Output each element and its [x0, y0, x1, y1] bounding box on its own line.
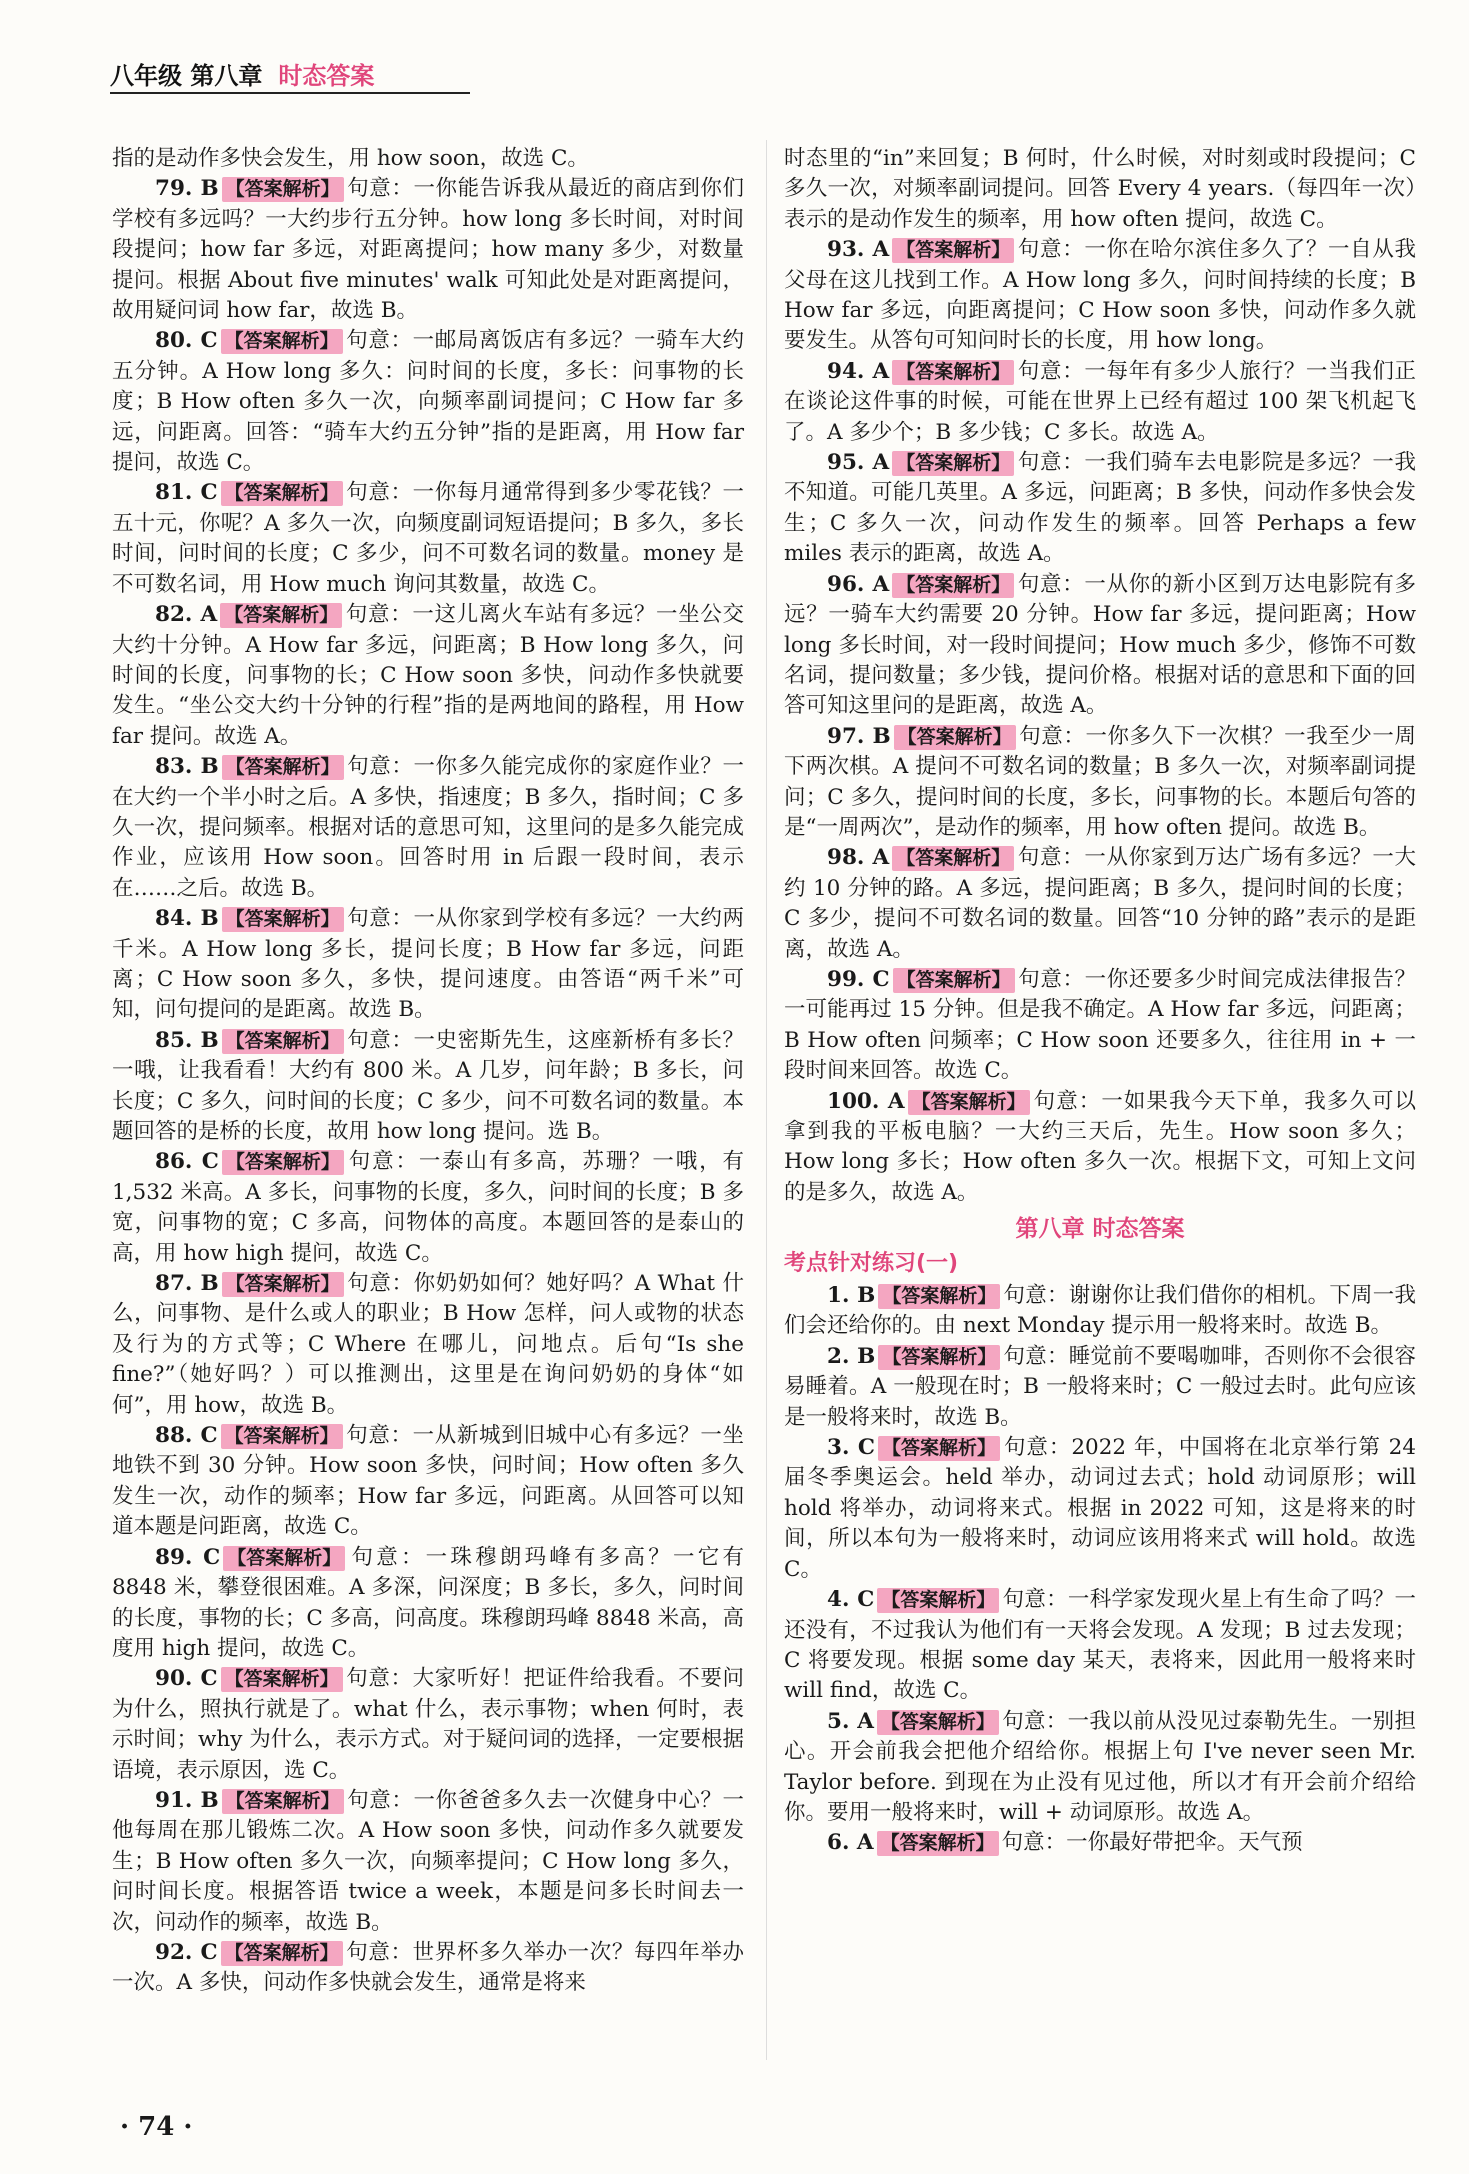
answer-tag: 【答案解析】	[877, 1588, 999, 1613]
answer-number: 94. A	[827, 358, 890, 384]
answer-item	[784, 722, 1416, 844]
answer-item	[784, 1281, 1416, 1342]
answer-item	[784, 1342, 1416, 1433]
header-title: 时态答案	[278, 62, 375, 90]
answer-number: 1. B	[827, 1283, 876, 1309]
answer-tag: 【答案解析】	[892, 846, 1014, 871]
answer-tag: 【答案解析】	[892, 451, 1014, 476]
answer-number: 97. B	[827, 723, 891, 749]
answer-number: 4. C	[827, 1587, 875, 1613]
answer-number: 91. B	[155, 1787, 219, 1813]
answer-item	[784, 1087, 1416, 1209]
answer-item	[112, 1026, 744, 1148]
answer-item	[112, 174, 744, 326]
answer-number: 2. B	[827, 1343, 876, 1369]
answer-tag: 【答案解析】	[892, 573, 1014, 598]
answer-item	[112, 904, 744, 1026]
answer-text: 指的是动作多快会发生，用 how soon，故选 C。	[112, 146, 589, 171]
answer-item	[784, 1585, 1416, 1707]
answer-text: 句意：一如果我今天下单，我多久可以拿到我的平板电脑？一大约三天后，先生。How soon 多久；How long 多长；How often 多久一次。根据下文，可知上文问的是多久，故选 A。	[784, 1088, 1416, 1205]
answer-tag: 【答案解析】	[221, 481, 343, 506]
page-header	[110, 56, 470, 102]
page-number: · 74 ·	[120, 2112, 193, 2142]
answer-number: 88. C	[155, 1423, 218, 1449]
column-divider	[766, 140, 767, 2060]
answer-text: 句意：一史密斯先生，这座新桥有多长？一哦，让我看看！大约有 800 米。A 几岁，问年龄；B 多长，问长度；C 多久，问时间的长度；C 多少，问不可数名词的数量。本题回答的是桥的长度，故用 how long 提问。选 B。	[112, 1027, 744, 1144]
left-column	[112, 144, 744, 1999]
answer-number: 93. A	[827, 237, 890, 263]
answer-text: 句意：一从你的新小区到万达电影院有多远？一骑车大约需要 20 分钟。How far 多远，提问距离；How long 多长时间，对一段时间提问；How much 多少，修饰不可数名词，提问数量；多少钱，提问价格。根据对话的意思和下面的回答可知这里问的是距离，故选 A。	[784, 571, 1416, 719]
answer-item	[112, 1147, 744, 1269]
answer-tag: 【答案解析】	[222, 177, 344, 202]
answer-text: 句意：一这儿离火车站有多远？一坐公交大约十分钟。A How far 多远，问距离；B How long 多久，问时间的长度，问事物的长；C How soon 多快，问动作多快就要发生。“坐公交大约十分钟的行程”指的是两地间的路程，用 How far 提问。故选 A。	[112, 602, 744, 749]
answer-item	[112, 1269, 744, 1421]
answer-number: 87. B	[155, 1271, 219, 1297]
answer-item	[784, 570, 1416, 722]
answer-text: 句意：一从你家到学校有多远？一大约两千米。A How long 多长，提问长度；B How far 多远，问距离；C How soon 多久，多快，提问速度。由答语“两千米”可知，问句提问的是距离。故选 B。	[112, 906, 744, 1023]
answer-tag: 【答案解析】	[221, 329, 343, 354]
answer-tag: 【答案解析】	[878, 1345, 1000, 1370]
answer-number: 84. B	[155, 906, 219, 932]
answer-number: 92. C	[155, 1939, 218, 1965]
answer-number: 82. A	[155, 602, 218, 628]
answer-item	[784, 1433, 1416, 1585]
answer-text: 句意：2022 年，中国将在北京举行第 24 届冬季奥运会。held 举办，动词过去式；hold 动词原形；will hold 将举办，动词将来式。根据 in 2022 可知，这是将来的时间，所以本句为一般将来时，动词应该用将来式 will hold。故选 C。	[784, 1435, 1416, 1582]
answer-number: 79. B	[155, 176, 219, 202]
answer-item	[112, 326, 744, 478]
answer-tag: 【答案解析】	[877, 1831, 999, 1856]
answer-number: 6. A	[827, 1830, 874, 1856]
answer-item	[112, 1421, 744, 1543]
answer-text: 句意：一泰山有多高，苏珊？一哦，有 1,532 米高。A 多长，问事物的长度，多久，问时间的长度；B 多宽，问事物的宽；C 多高，问物体的高度。本题回答的是泰山的高，用 how high 提问，故选 C。	[112, 1149, 744, 1266]
answer-text: 句意：一从新城到旧城中心有多远？一坐地铁不到 30 分钟。How soon 多快，问时间；How often 多久发生一次，动作的频率；How far 多远，问距离。从回答可以知道本题是问距离，故选 C。	[112, 1423, 744, 1540]
answer-item	[784, 1707, 1416, 1829]
answer-item	[112, 600, 744, 752]
answer-tag: 【答案解析】	[221, 1667, 343, 1692]
right-column-answers-2	[784, 1281, 1416, 1859]
answer-item	[784, 357, 1416, 448]
answer-text: 时态里的“in”来回复；B 何时，什么时候，对时刻或时段提问；C 多久一次，对频率副词提问。回答 Every 4 years.（每四年一次）表示的是动作发生的频率，用 how often 提问，故选 C。	[784, 146, 1416, 232]
answer-text: 句意：一你在哈尔滨住多久了？一自从我父母在这儿找到工作。A How long 多久，问时间持续的长度；B How far 多远，向距离提问；C How soon 多快，问动作多久就要发生。从答句可知问时长的长度，用 how long。	[784, 237, 1416, 354]
answer-number: 99. C	[827, 966, 890, 992]
answer-number: 5. A	[827, 1708, 874, 1734]
answer-item	[112, 1664, 744, 1786]
answer-tag: 【答案解析】	[222, 1272, 344, 1297]
answer-item	[112, 478, 744, 600]
answer-number: 81. C	[155, 480, 218, 506]
answer-tag: 【答案解析】	[892, 360, 1014, 385]
answer-text: 句意：一你最好带把伞。天气预	[1001, 1830, 1303, 1856]
answer-text: 句意：一邮局离饭店有多远？一骑车大约五分钟。A How long 多久：问时间的长度，多长：问事物的长度；B How often 多久一次，向频率副词提问；C How far 多远，问距离。回答：“骑车大约五分钟”指的是距离，用 How far 提问，故选 C。	[112, 328, 744, 476]
header-rule	[110, 92, 470, 94]
answer-tag: 【答案解析】	[894, 725, 1016, 750]
answer-text: 句意：一珠穆朗玛峰有多高？一它有 8848 米，攀登很困难。A 多深，问深度；B 多长，多久，问时间的长度，事物的长；C 多高，问高度。珠穆朗玛峰 8848 米高，高度用 high 提问，故选 C。	[112, 1544, 744, 1661]
answer-tag: 【答案解析】	[222, 907, 344, 932]
answer-text: 句意：大家听好！把证件给我看。不要问为什么，照执行就是了。what 什么，表示事物；when 何时，表示时间；why 为什么，表示方式。对于疑问词的选择，一定要根据语境，表示原因，选 C。	[112, 1666, 744, 1783]
answer-tag: 【答案解析】	[223, 1546, 345, 1571]
answer-number: 98. A	[827, 845, 890, 871]
answer-text: 句意：一从你家到万达广场有多远？一大约 10 分钟的路。A 多远，提问距离；B 多久，提问时间的长度；C 多少，提问不可数名词的数量。回答“10 分钟的路”表示的是距离，故选 A。	[784, 845, 1416, 962]
answer-tag: 【答案解析】	[221, 1424, 343, 1449]
answer-text: 句意：一每年有多少人旅行？一当我们正在谈论这件事的时候，可能在世界上已经有超过 100 架飞机起飞了。A 多少个；B 多少钱；C 多长。故选 A。	[784, 358, 1416, 445]
answer-text: 句意：睡觉前不要喝咖啡，否则你不会很容易睡着。A 一般现在时；B 一般将来时；C 一般过去时。此句应该是一般将来时，故选 B。	[784, 1343, 1416, 1430]
answer-number: 83. B	[155, 754, 219, 780]
chapter-title: 第八章 时态答案	[1015, 1216, 1185, 1243]
right-column-answers	[784, 144, 1416, 1208]
answer-text: 句意：一你还要多少时间完成法律报告？一可能再过 15 分钟。但是我不确定。A How far 多远，问距离；B How often 问频率；C How soon 还要多久，往往用 in + 一段时间来回答。故选 C。	[784, 966, 1416, 1084]
answer-item	[784, 1828, 1416, 1858]
header-grade: 八年级 第八章	[110, 62, 263, 90]
answer-number: 86. C	[155, 1149, 219, 1175]
answer-text: 句意：你奶奶如何？她好吗？A What 什么，问事物、是什么或人的职业；B How 怎样，问人或物的状态及行为的方式等；C Where 在哪儿，问地点。后句“Is she fine?”（她好吗？）可以推测出，这里是在询问奶奶的身体“如何”，用 how，故选 B。	[112, 1271, 744, 1418]
answer-text: 句意：一你多久下一次棋？一我至少一周下两次棋。A 提问不可数名词的数量；B 多久一次，对频率副词提问；C 多久，提问时间的长度，多长，问事物的长。本题后句答的是“一周两次”，是动作的频率，用 how often 提问。故选 B。	[784, 723, 1416, 840]
answer-number: 85. B	[155, 1027, 219, 1053]
answer-item	[784, 144, 1416, 235]
answer-item	[112, 752, 744, 904]
answer-tag: 【答案解析】	[221, 1941, 343, 1966]
answer-item	[784, 965, 1416, 1087]
answer-tag: 【答案解析】	[892, 238, 1014, 263]
answer-number: 80. C	[155, 328, 218, 354]
answer-number: 89. C	[155, 1544, 221, 1570]
answer-tag: 【答案解析】	[220, 603, 342, 628]
answer-tag: 【答案解析】	[877, 1710, 999, 1735]
answer-item	[112, 144, 744, 174]
answer-tag: 【答案解析】	[222, 1789, 344, 1814]
answer-number: 3. C	[827, 1435, 875, 1461]
right-column	[784, 144, 1416, 1859]
answer-tag: 【答案解析】	[878, 1436, 1000, 1461]
answer-text: 句意：一你多久能完成你的家庭作业？一在大约一个半小时之后。A 多快，指速度；B 多久，指时间；C 多久一次，提问频率。根据对话的意思可知，这里问的是多久能完成作业，应该用 How soon。回答时用 in 后跟一段时间，表示在……之后。故选 B。	[112, 754, 744, 901]
answer-tag: 【答案解析】	[908, 1090, 1030, 1115]
answer-text: 句意：一科学家发现火星上有生命了吗？一还没有，不过我认为他们有一天将会发现。A 发现；B 过去发现；C 将要发现。根据 some day 某天，表将来，因此用一般将来时 will find，故选 C。	[784, 1587, 1416, 1704]
answer-number: 96. A	[827, 571, 890, 597]
answer-text: 句意：一你每月通常得到多少零花钱？一五十元，你呢？A 多久一次，向频度副词短语提问；B 多久，多长时间，问时间的长度；C 多少，问不可数名词的数量。money 是不可数名词，用 How much 询问其数量，故选 C。	[112, 480, 744, 597]
section-title: 考点针对练习(一)	[784, 1250, 959, 1276]
answer-text: 句意：一你爸爸多久去一次健身中心？一他每周在那儿锻炼二次。A How soon 多快，问动作多久就要发生；B How often 多久一次，向频率提问；C How long 多久，问时间长度。根据答语 twice a week，本题是问多长时间去一次，问动作的频率，故选 B。	[112, 1787, 744, 1935]
answer-item	[784, 843, 1416, 965]
answer-tag: 【答案解析】	[878, 1284, 1000, 1309]
answer-text: 句意：谢谢你让我们借你的相机。下周一我们会还给你的。由 next Monday 提示用一般将来时。故选 B。	[784, 1283, 1416, 1339]
answer-number: 90. C	[155, 1666, 218, 1692]
answer-tag: 【答案解析】	[893, 968, 1015, 993]
answer-text: 句意：一你能告诉我从最近的商店到你们学校有多远吗？一大约步行五分钟。how long 多长时间，对时间段提问；how far 多远，对距离提问；how many 多少，对数量提问。根据 About five minutes' walk 可知此处是对距离提问，故用疑问词 how far，故选 B。	[112, 176, 744, 324]
answer-number: 100. A	[827, 1088, 905, 1114]
answer-number: 95. A	[827, 450, 890, 476]
answer-text: 句意：一我们骑车去电影院是多远？一我不知道。可能几英里。A 多远，问距离；B 多快，问动作多快会发生；C 多久一次，问动作发生的频率。回答 Perhaps a few miles 表示的距离，故选 A。	[784, 450, 1416, 567]
answer-item	[112, 1938, 744, 1999]
answer-tag: 【答案解析】	[222, 1029, 344, 1054]
answer-item	[784, 448, 1416, 570]
answer-item	[112, 1543, 744, 1665]
answer-item	[112, 1786, 744, 1938]
answer-tag: 【答案解析】	[222, 1150, 344, 1175]
answer-tag: 【答案解析】	[222, 755, 344, 780]
answer-text: 句意：一我以前从没见过泰勒先生。一别担心。开会前我会把他介绍给你。根据上句 I've never seen Mr. Taylor before. 到现在为止没有见过他，所以才有开会前介绍给你。要用一般将来时，will + 动词原形。故选 A。	[784, 1708, 1416, 1825]
answer-text: 句意：世界杯多久举办一次？每四年举办一次。A 多快，问动作多快就会发生，通常是将来	[112, 1939, 744, 1996]
answer-item	[784, 235, 1416, 357]
